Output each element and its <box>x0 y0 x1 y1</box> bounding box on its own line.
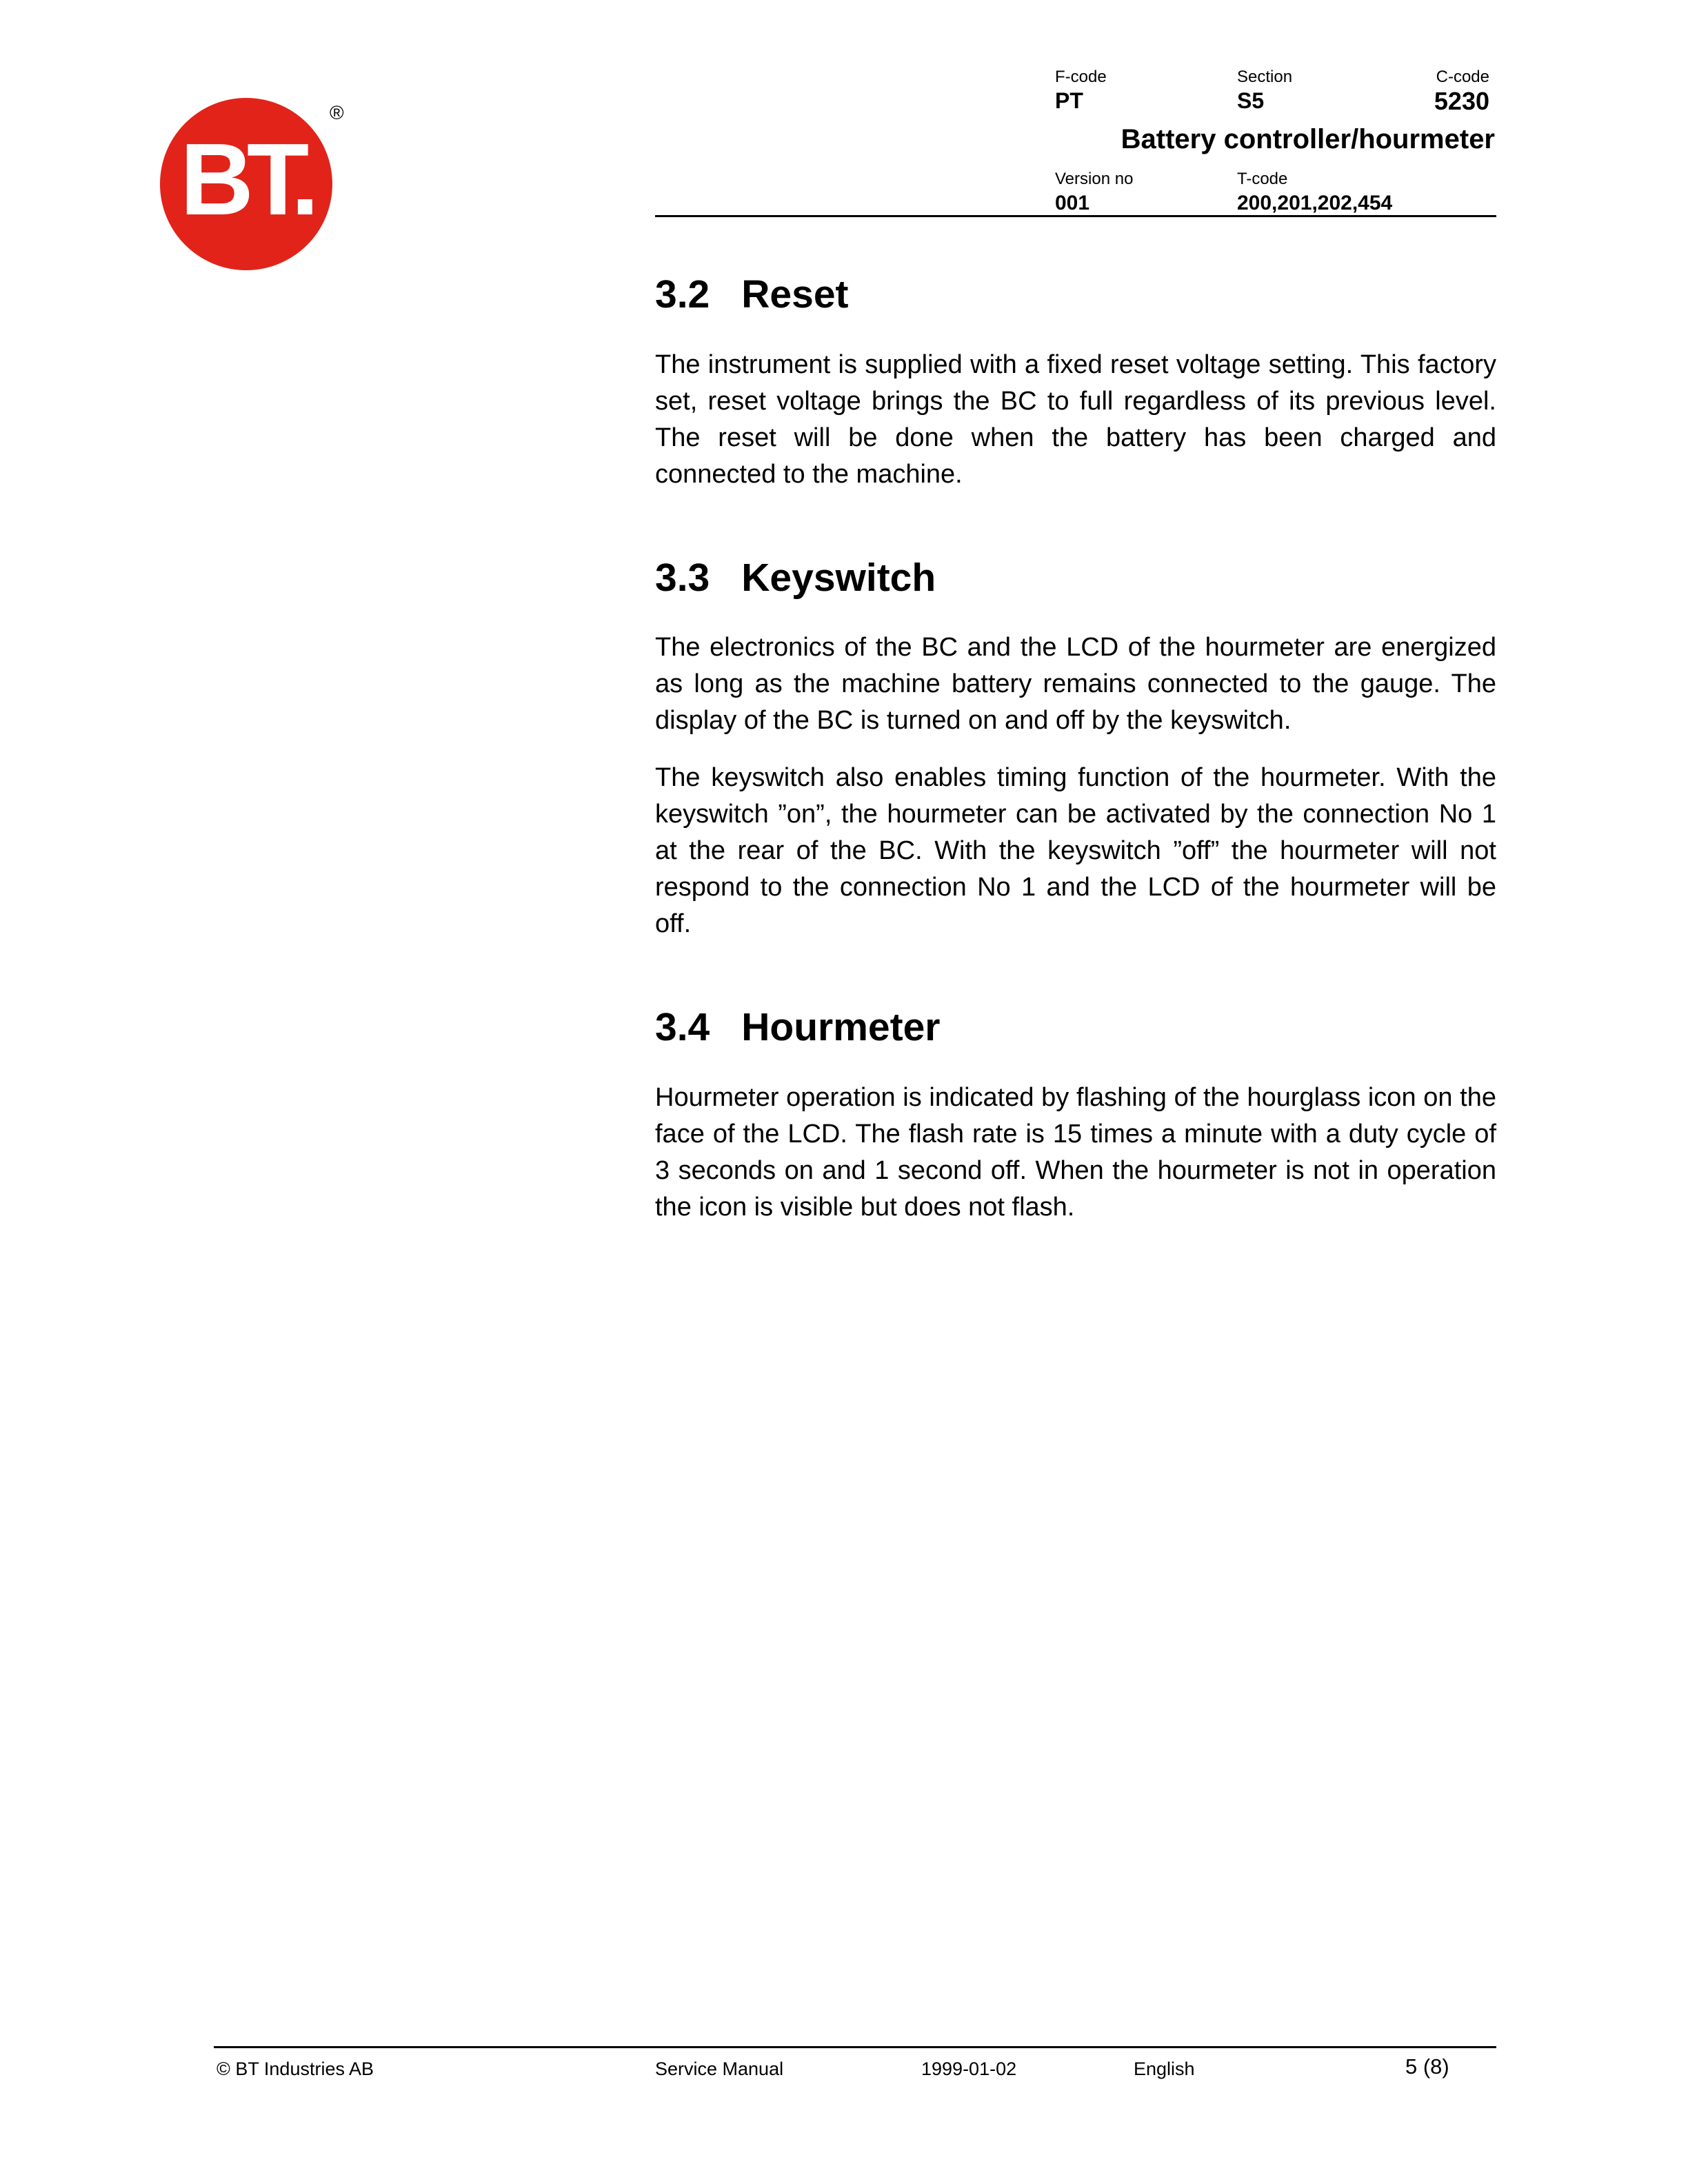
section-title: Hourmeter <box>741 1005 941 1050</box>
document-title: Battery controller/hourmeter <box>1121 124 1495 154</box>
footer-copyright: © BT Industries AB <box>217 2059 374 2079</box>
section-title: Reset <box>741 272 849 316</box>
footer-language: English <box>1134 2059 1195 2079</box>
section-heading <box>655 556 1496 600</box>
section-hourmeter <box>655 1006 1496 1226</box>
c-code-value: 5230 <box>1434 87 1489 115</box>
footer-date: 1999-01-02 <box>921 2059 1017 2079</box>
registered-trademark-icon: ® <box>330 102 344 123</box>
footer-doc-type: Service Manual <box>655 2059 784 2079</box>
section-reset <box>655 273 1496 493</box>
bt-logo-circle <box>160 98 332 270</box>
footer-rule <box>214 2046 1496 2048</box>
t-code-label: T-code <box>1237 170 1288 188</box>
section-value: S5 <box>1237 88 1265 113</box>
paragraph: Hourmeter operation is indicated by flashing of the hourglass icon on the face of the LCD. The flash rate is 15 times a minute with a duty cycle of 3 seconds on and 1 second off. When the hourmeter is not in operation the icon is visible but does not flash. <box>655 1083 1496 1222</box>
bt-logo-text: BT. <box>180 123 312 236</box>
section-keyswitch <box>655 556 1496 943</box>
f-code-label: F-code <box>1055 68 1107 86</box>
section-heading <box>655 1006 1496 1049</box>
section-number: 3.2 <box>655 272 710 316</box>
paragraph: The keyswitch also enables timing function of the hourmeter. With the keyswitch ”on”, the hourmeter can be activated by the connection No 1 at the rear of the BC. With the keyswitch ”off” the hourmeter will not respond to the connection No 1 and the LCD of the hourmeter will be off. <box>655 763 1496 939</box>
version-value: 001 <box>1055 192 1090 214</box>
section-heading <box>655 273 1496 316</box>
c-code-label: C-code <box>1436 68 1489 86</box>
main-content <box>655 273 1496 1289</box>
footer-page-number: 5 (8) <box>1405 2054 1449 2079</box>
bt-logo <box>160 98 332 270</box>
paragraph: The instrument is supplied with a fixed reset voltage setting. This factory set, reset voltage brings the BC to full regardless of its previous level. The reset will be done when the battery has been charged and connected to the machine. <box>655 350 1496 489</box>
section-label: Section <box>1237 68 1293 86</box>
t-code-value: 200,201,202,454 <box>1237 192 1393 214</box>
paragraph: The electronics of the BC and the LCD of the hourmeter are energized as long as the machine battery remains connected to the gauge. The display of the BC is turned on and off by the keyswitch. <box>655 633 1496 736</box>
section-number: 3.4 <box>655 1005 710 1050</box>
header-rule <box>655 215 1496 217</box>
section-title: Keyswitch <box>741 555 936 600</box>
version-label: Version no <box>1055 170 1134 188</box>
f-code-value: PT <box>1055 88 1083 113</box>
section-number: 3.3 <box>655 555 710 600</box>
